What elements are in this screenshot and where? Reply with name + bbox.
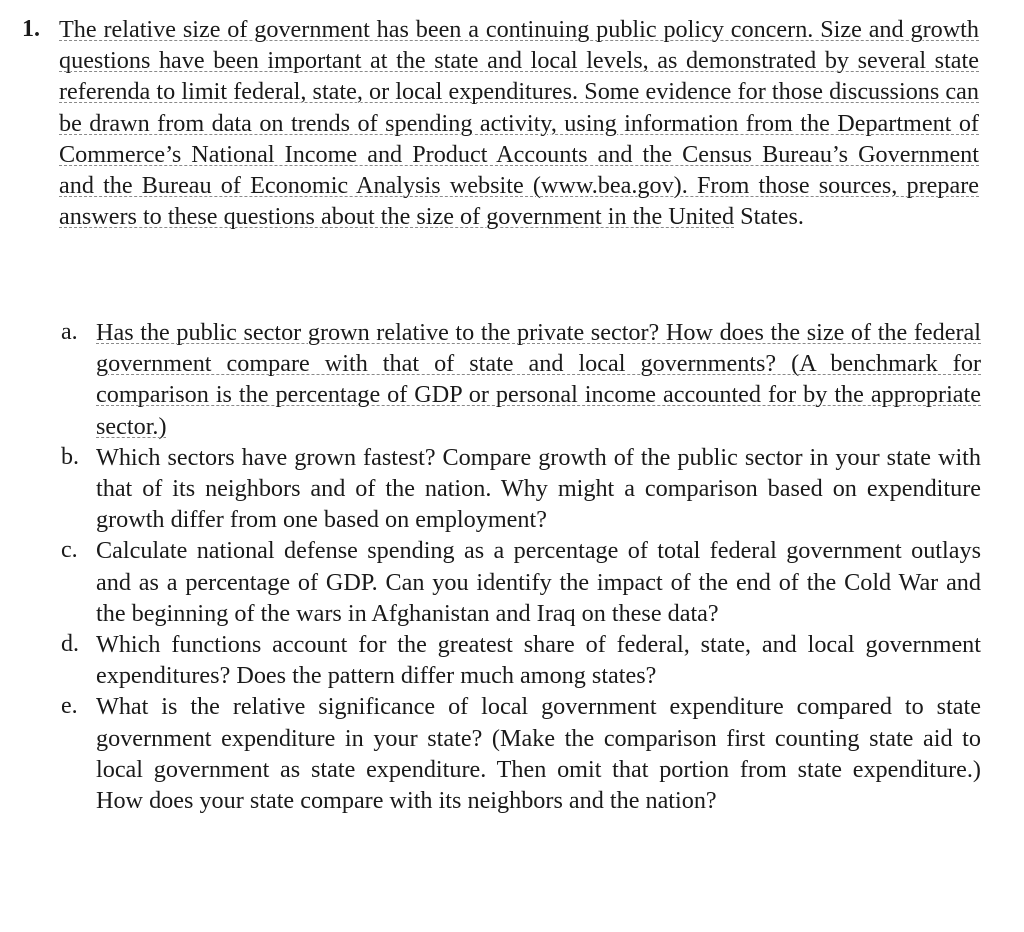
sub-question-d	[59, 629, 981, 691]
sub-question-label: b.	[61, 443, 79, 470]
sub-question-label: e.	[61, 693, 78, 720]
question-text	[59, 14, 979, 232]
sub-question-text: Calculate national defense spending as a percentage of total federal government outlays and as a percentage of GDP. Can you identify the impact of the end of the Cold War and the beginning of the wars in Afghanistan and Iraq on these data?	[96, 537, 981, 627]
sub-question-text: Has the public sector grown relative to the private sector? How does the size of the federal government compare with that of state and local governments? (A benchmark for comparison is the percentage of GDP or personal income accounted for by the appropriate sector.)	[96, 319, 981, 440]
question-text-underlined: The relative size of government has been a continuing public policy concern. Size and growth questions have been important at the state and local levels, as demonstrated by several state referenda to limit federal, state, or local expenditures. Some evidence for those discussions can be drawn from data on trends of spending activity, using information from the Department of Commerce’s National Income and Product Accounts and the Census Bureau’s Government and the Bureau of Economic Analysis website (www.bea.gov). From those sources, prepare answers to these questions about the size of government in the United	[59, 16, 979, 231]
sub-question-a	[59, 317, 981, 442]
sub-question-e	[59, 691, 981, 816]
sub-question-text: What is the relative significance of local government expenditure compared to state government expenditure in your state? (Make the comparison first counting state aid to local government as state expenditure. Then omit that portion from state expenditure.) How does your state compare with its neighbors and the nation?	[96, 693, 981, 815]
question-text-end: States.	[740, 203, 804, 231]
sub-question-list	[59, 317, 981, 816]
sub-question-c	[59, 535, 981, 629]
question-number: 1.	[22, 16, 40, 42]
sub-question-label: c.	[61, 537, 78, 564]
sub-question-label: a.	[61, 319, 78, 345]
sub-question-text: Which sectors have grown fastest? Compare growth of the public sector in your state with that of its neighbors and of the nation. Why might a comparison based on expenditure growth differ from one based on employment?	[96, 443, 981, 534]
sub-question-b	[59, 442, 981, 536]
sub-question-label: d.	[61, 631, 79, 658]
sub-question-text: Which functions account for the greatest share of federal, state, and local government expenditures? Does the pattern differ much among states?	[96, 631, 981, 690]
